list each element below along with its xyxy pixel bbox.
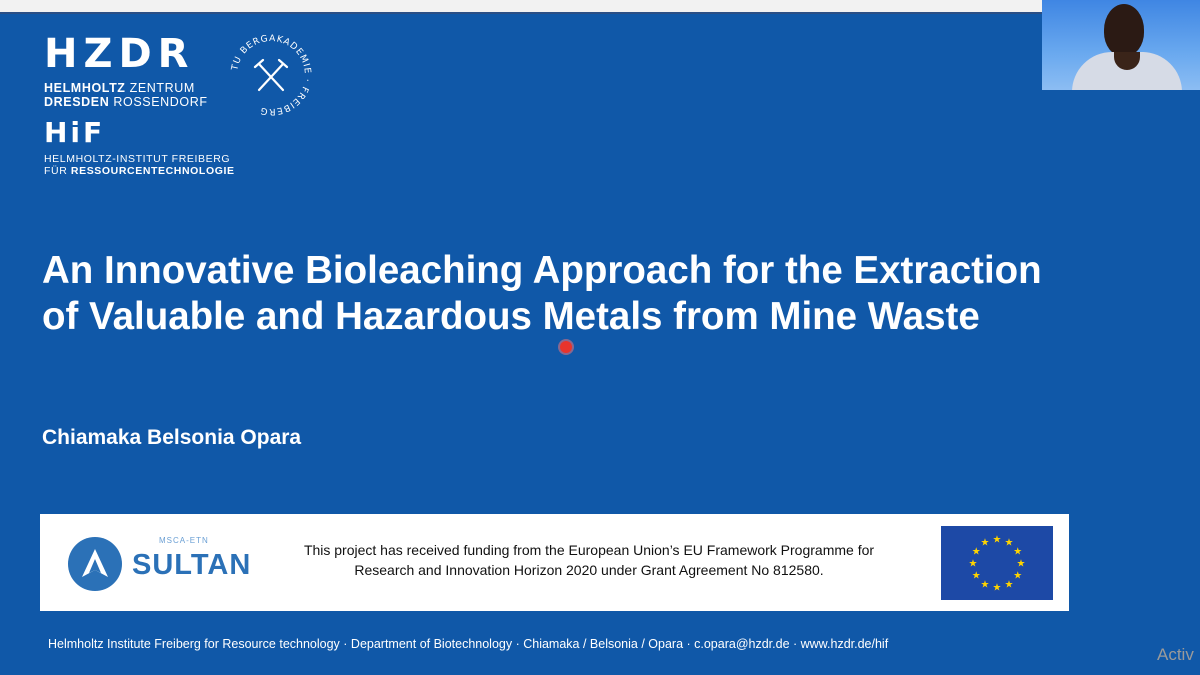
funding-statement <box>262 540 916 580</box>
tu-freiberg-seal-icon <box>228 32 314 118</box>
eu-star-icon: ★ <box>971 546 981 558</box>
slide-footer: Helmholtz Institute Freiberg for Resource technology · Department of Biotechnology · Chiamaka / Belsonia / Opara · c.opara@hzdr.de · www.hzdr.de/hif <box>48 637 889 651</box>
eu-star-icon: ★ <box>1013 570 1023 582</box>
laser-pointer-icon <box>560 341 572 353</box>
eu-star-icon: ★ <box>971 570 981 582</box>
slide-title-line-2: of Valuable and Hazardous Metals from Mine Waste <box>42 295 980 338</box>
hif-name-line-1: HELMHOLTZ-INSTITUT FREIBERG <box>44 153 231 165</box>
svg-text:TU BERGAKADEMIE · FREIBERG: TU BERGAKADEMIE · FREIBERG <box>230 33 313 117</box>
eu-star-icon: ★ <box>968 558 978 570</box>
eu-star-icon: ★ <box>1013 546 1023 558</box>
hif-name-line-2: FÜR RESSOURCENTECHNOLOGIE <box>44 165 235 177</box>
slide-title <box>42 248 1182 340</box>
funding-line-1: This project has received funding from the European Union’s EU Framework Programme for <box>303 542 875 558</box>
hzdr-name-line-2: DRESDEN ROSSENDORF <box>44 95 208 109</box>
eu-star-icon: ★ <box>992 582 1002 594</box>
hif-wordmark: HiF <box>44 116 106 149</box>
author-name: Chiamaka Belsonia Opara <box>42 426 302 449</box>
eu-star-icon: ★ <box>1016 558 1026 570</box>
hzdr-name-line-1: HELMHOLTZ ZENTRUM <box>44 81 195 95</box>
eu-flag-icon <box>941 526 1053 600</box>
presenter-body <box>1072 52 1182 90</box>
eu-star-icon: ★ <box>1004 537 1014 549</box>
webcam-video-feed <box>1042 0 1200 90</box>
window-top-strip <box>0 0 1200 14</box>
sultan-wordmark: SULTAN <box>132 549 252 581</box>
funding-line-2: Research and Innovation Horizon 2020 under Grant Agreement No 812580. <box>354 562 824 578</box>
presenter-head <box>1104 4 1144 56</box>
eu-star-icon: ★ <box>980 579 990 591</box>
sultan-arrow-logo-icon <box>68 537 122 591</box>
activate-windows-watermark: Activ <box>1157 645 1194 664</box>
eu-star-icon: ★ <box>980 537 990 549</box>
sultan-tagline: MSCA-ETN <box>159 536 209 545</box>
hzdr-wordmark: HZDR <box>44 31 195 77</box>
eu-star-icon: ★ <box>1004 579 1014 591</box>
funding-banner <box>40 514 1069 611</box>
slide-title-line-1: An Innovative Bioleaching Approach for the Extraction <box>42 249 1042 292</box>
eu-star-icon: ★ <box>992 534 1002 546</box>
